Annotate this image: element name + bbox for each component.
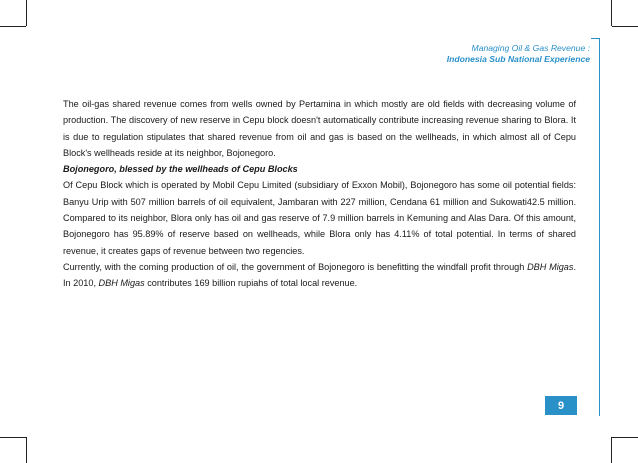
crop-mark-bottom-right-h: [612, 437, 638, 438]
paragraph-1: The oil-gas shared revenue comes from wells owned by Pertamina in which mostly are old fields with decreasing volume of production. The discovery of new reserve in Cepu block doesn't automatically contribute increasing revenue sharing to Blora. It is due to regulation stipulates that shared revenue from oil and gas is based on the wellheads, in which almost all of Cepu Block's wellheads reside at its neighbor, Bojonegoro.: [63, 99, 576, 158]
paragraph-2: Of Cepu Block which is operated by Mobil Cepu Limited (subsidiary of Exxon Mobil), Bojonegoro has some oil potential fields: Banyu Urip with 507 million barrels of oil equivalent, Jambaran with 227 million, Cendana 61 million and Sukowati42.5 million. Compared to its neighbor, Blora only has oil and gas reserve of 7.9 million barrels in Kemuning and Alas Dara. Of this amount, Bojonegoro has 95.89% of reserve based on wellheads, while Blora only has 4.11% of total potential. In terms of shared revenue, it creates gaps of revenue between two regencies.: [63, 180, 576, 256]
page-body: [63, 96, 576, 292]
margin-rule: [599, 38, 600, 416]
paragraph-3-text-a: Currently, with the coming production of oil, the government of Bojonegoro is benefitting the windfall profit through: [63, 261, 528, 272]
crop-mark-top-right-v: [611, 0, 612, 26]
crop-mark-bottom-right-v: [611, 437, 612, 463]
crop-mark-top-left-h: [0, 26, 26, 27]
crop-mark-bottom-left-h: [0, 437, 26, 438]
crop-mark-top-left-v: [26, 0, 27, 26]
paragraph-3-emphasis-b: DBH Migas: [98, 278, 145, 289]
crop-mark-top-right-h: [612, 26, 638, 27]
crop-mark-bottom-left-v: [26, 437, 27, 463]
paragraph-3: [63, 259, 576, 292]
paragraph-3-text-c: contributes 169 billion rupiahs of total local revenue.: [144, 278, 358, 289]
margin-rule-cap: [591, 38, 600, 39]
paragraph-3-emphasis-a: DBH Migas: [527, 261, 574, 272]
running-header: [447, 43, 590, 65]
page-number: 9: [545, 396, 577, 415]
header-line-2: Indonesia Sub National Experience: [446, 54, 590, 64]
paragraph-3-text-b: . In 2010,: [63, 261, 576, 289]
section-subheading: Bojonegoro, blessed by the wellheads of Cepu Blocks: [63, 164, 298, 175]
header-line-1: Managing Oil & Gas Revenue :: [471, 43, 590, 53]
